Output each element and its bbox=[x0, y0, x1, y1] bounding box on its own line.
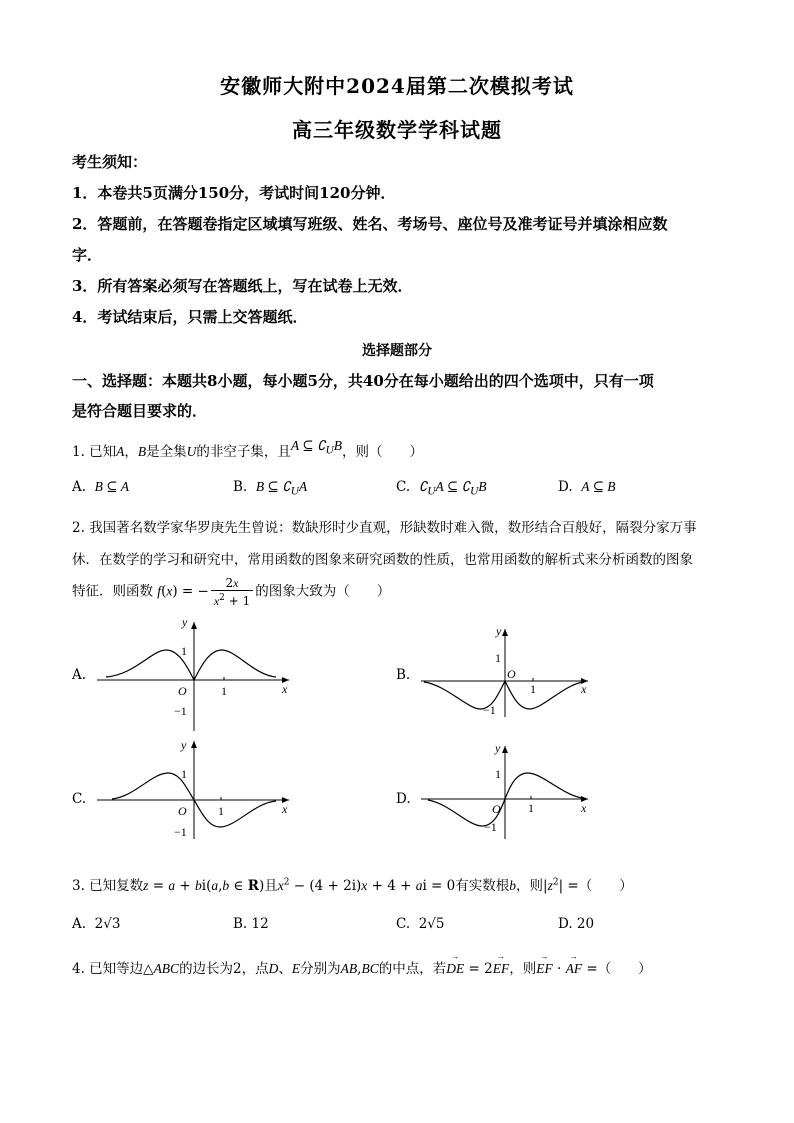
q1-option-c[interactable]: C. $∁_UA$ ⊆ $∁_UB$ bbox=[396, 479, 487, 498]
question-1-stem: 1. 已知A，B是全集U的非空子集，且A ⊆ $∁_UB$，则（ ） bbox=[72, 438, 423, 460]
y-axis-label: y bbox=[182, 618, 188, 629]
svg-text:1: 1 bbox=[530, 682, 536, 696]
graph-b-label: B. bbox=[396, 667, 411, 683]
notice-item-2: 2．答题前，在答题卷指定区域填写班级、姓名、考场号、座位号及准考证号并填涂相应数 bbox=[72, 215, 668, 233]
section-intro-2: 是符合题目要求的． bbox=[72, 402, 208, 420]
svg-text:O: O bbox=[507, 667, 516, 681]
question-3-stem: 3. 已知复数z = a + bi(a,b ∈ R)且$x^2 - (4 + 2i)x + 4$ + ai = 0有实数根b，则$|z^2|$ =（ ） bbox=[72, 877, 633, 894]
graph-c[interactable] bbox=[94, 737, 294, 842]
q3-option-d[interactable]: D. 20 bbox=[558, 916, 595, 932]
q1-option-a[interactable]: A. B ⊆ A bbox=[72, 479, 129, 495]
graph-d[interactable] bbox=[418, 742, 593, 842]
svg-text:−1: −1 bbox=[174, 825, 187, 839]
svg-text:−1: −1 bbox=[484, 820, 497, 834]
notice-item-4: 4．考试结束后，只需上交答题纸． bbox=[72, 308, 308, 326]
section-heading: 选择题部分 bbox=[362, 343, 432, 359]
tick-label-neg1: −1 bbox=[174, 704, 187, 718]
q3-option-b[interactable]: B. 12 bbox=[233, 916, 269, 932]
graph-a[interactable] bbox=[94, 618, 294, 733]
notice-item-1: 1．本卷共5页满分150分，考试时间120分钟． bbox=[72, 184, 396, 202]
svg-text:1: 1 bbox=[181, 767, 187, 781]
question-4-stem: 4. 已知等边△ABC的边长为2，点D、E分别为AB,BC的中点，若→ DE = 2→ EF，则→ EF · → AF =（ ） bbox=[72, 957, 652, 977]
q3-option-a[interactable]: A. 2√3 bbox=[72, 916, 121, 932]
x-axis-label: x bbox=[282, 682, 288, 696]
fraction-2x-over-x2-plus-1: $\frac{2x}{x^2 + 1}$ bbox=[211, 576, 253, 608]
svg-text:x: x bbox=[581, 801, 587, 815]
tick-label-1: 1 bbox=[181, 644, 187, 658]
notice-heading: 考生须知： bbox=[72, 153, 148, 171]
question-2-line-1: 2. 我国著名数学家华罗庚先生曾说：数缺形时少直观，形缺数时难入微，数形结合百般好，隔裂分家万事 bbox=[72, 520, 697, 536]
q1-option-d[interactable]: D. A ⊆ B bbox=[558, 479, 616, 495]
origin-label: O bbox=[178, 684, 187, 698]
q3-option-c[interactable]: C. 2√5 bbox=[396, 916, 445, 932]
q1-option-b[interactable]: B. B ⊆ $∁_UA$ bbox=[233, 479, 308, 498]
tick-label-x1: 1 bbox=[221, 684, 227, 698]
svg-text:O: O bbox=[178, 804, 187, 818]
exam-title: 安徽师大附中2024届第二次模拟考试 bbox=[220, 74, 574, 98]
svg-text:x: x bbox=[282, 802, 288, 816]
graph-b[interactable] bbox=[418, 625, 593, 720]
svg-text:1: 1 bbox=[528, 801, 534, 815]
svg-text:1: 1 bbox=[495, 767, 501, 781]
section-intro-1: 一、选择题：本题共8小题，每小题5分，共40分在每小题给出的四个选项中，只有一项 bbox=[72, 372, 654, 390]
notice-item-2-cont: 字． bbox=[72, 246, 103, 264]
svg-text:y: y bbox=[181, 738, 187, 752]
question-2-line-3: 特征．则函数 f(x) = − $\frac{2x}{x^2 + 1}$ 的图象大致为（ ） bbox=[72, 576, 391, 608]
svg-text:y: y bbox=[495, 742, 501, 755]
exam-subtitle: 高三年级数学学科试题 bbox=[292, 118, 502, 142]
svg-text:−1: −1 bbox=[483, 703, 496, 717]
svg-text:O: O bbox=[492, 802, 501, 816]
svg-text:y: y bbox=[496, 625, 502, 638]
svg-text:x: x bbox=[581, 682, 587, 696]
graph-c-label: C. bbox=[72, 791, 87, 807]
graph-d-label: D. bbox=[396, 791, 411, 807]
svg-text:1: 1 bbox=[218, 804, 224, 818]
notice-item-3: 3．所有答案必须写在答题纸上，写在试卷上无效． bbox=[72, 277, 413, 295]
question-2-line-2: 休．在数学的学习和研究中，常用函数的图象来研究函数的性质，也常用函数的解析式来分析函数的图象 bbox=[72, 552, 693, 568]
graph-a-label: A. bbox=[72, 667, 87, 683]
svg-text:1: 1 bbox=[495, 651, 501, 665]
